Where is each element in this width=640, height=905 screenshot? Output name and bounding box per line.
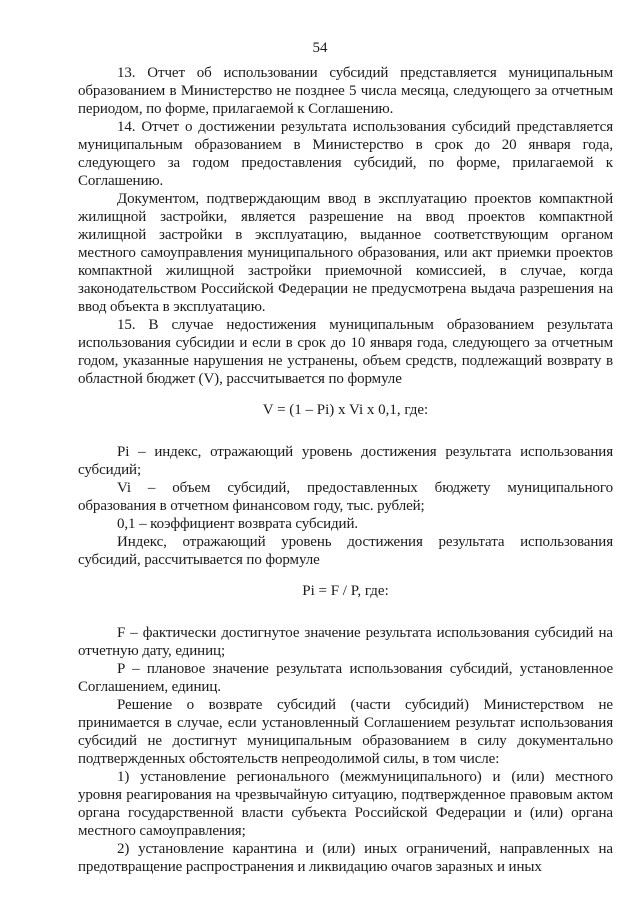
definition-coefficient: 0,1 – коэффициент возврата субсидий. [117, 516, 359, 532]
definition-pi: Pi – индекс, отражающий уровень достижения результата использования субсидий; [78, 444, 613, 478]
paragraph-13: 13. Отчет об использовании субсидий представляется муниципальным образованием в Министерство не позднее 5 числа месяца, следующего за отчетным периодом, по форме, прилагаемой к Соглашению. [78, 65, 613, 117]
paragraph-index-intro: Индекс, отражающий уровень достижения результата использования субсидий, рассчитывается по формуле [78, 534, 613, 568]
paragraph-15: 15. В случае недостижения муниципальным образованием результата использования субсидии и если в срок до 10 января года, следующего за отчетным годом, указанные нарушения не устранены, объем средств, подлежащий возврату в областной бюджет (V), рассчитывается по формуле [78, 317, 613, 387]
definition-f: F – фактически достигнутое значение результата использования субсидий на отчетную дату, единиц; [78, 625, 613, 659]
definition-vi: Vi – объем субсидий, предоставленных бюджету муниципального образования в отчетном финансовом году, тыс. рублей; [78, 480, 613, 514]
definition-p: P – плановое значение результата использования субсидий, установленное Соглашением, единиц. [78, 661, 613, 695]
paragraph-14: 14. Отчет о достижении результата использования субсидий представляется муниципальным образованием в Министерство в срок до 20 января года, следующего за годом предоставления субсидий, по форме, прилагаемой к Соглашению. [78, 119, 613, 189]
paragraph-commissioning-document: Документом, подтверждающим ввод в эксплуатацию проектов компактной жилищной застройки, является разрешение на ввод проектов компактной жилищной застройки в эксплуатацию, выданное соответствующим органом местного самоуправления муниципального образования, или акт приемки проектов компактной жилищной застройки приемочной комиссией, в случае, когда законодательством Российской Федерации не предусмотрена выдача разрешения на ввод объекта в эксплуатацию. [78, 191, 613, 315]
list-item-2: 2) установление карантина и (или) иных ограничений, направленных на предотвращение распространения и ликвидацию очагов заразных и иных [78, 841, 613, 875]
formula-return-volume: V = (1 – Pi) x Vi x 0,1, где: [262, 402, 429, 418]
formula-index: Pi = F / P, где: [302, 583, 389, 599]
page-number: 54 [312, 40, 328, 56]
list-item-1: 1) установление регионального (межмуниципального) и (или) местного уровня реагирования на чрезвычайную ситуацию, подтвержденное правовым актом органа государственной власти субъекта Российской Федерации и (или) органа местного самоуправления; [78, 769, 613, 839]
paragraph-force-majeure: Решение о возврате субсидий (части субсидий) Министерством не принимается в случае, если установленный Соглашением результат использования субсидий не достигнут муниципальным образованием в силу документально подтвержденных обстоятельств непреодолимой силы, в том числе: [78, 697, 613, 767]
document-body [78, 64, 613, 876]
